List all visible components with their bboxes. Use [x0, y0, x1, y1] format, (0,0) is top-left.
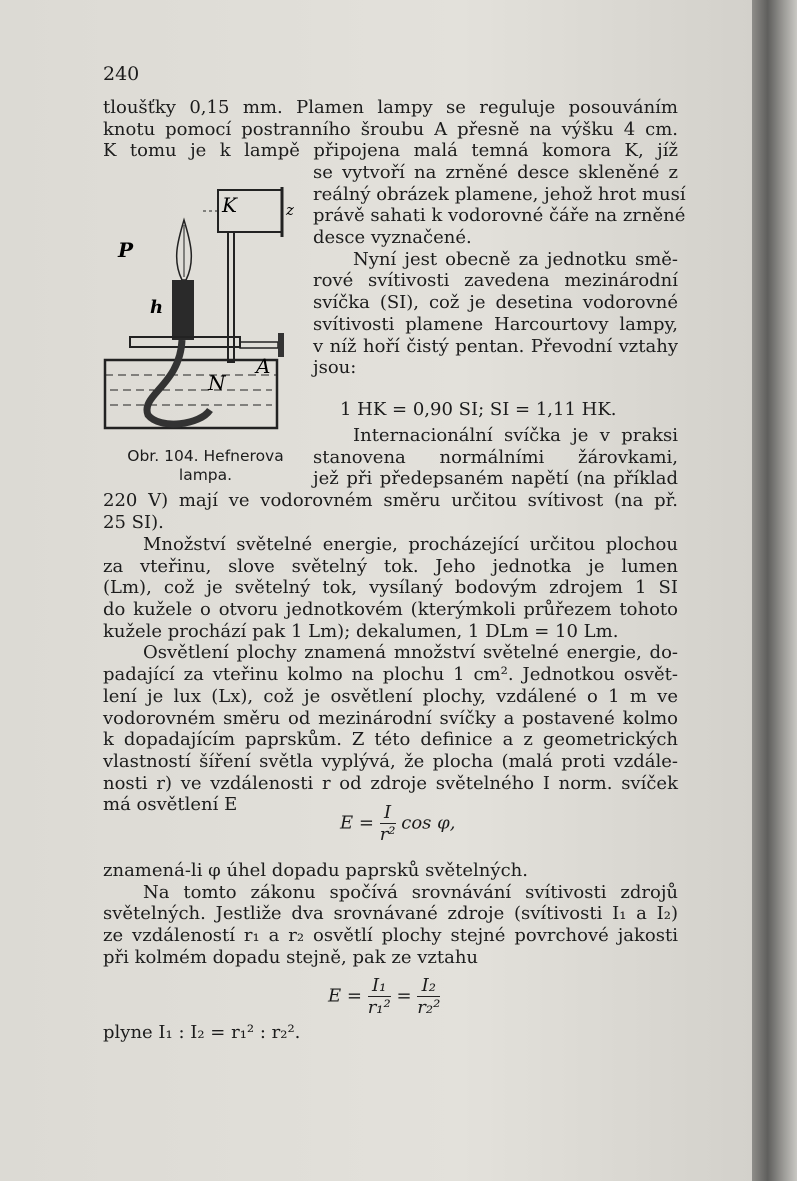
text-line: právě sahati k vodorovné čáře na zrněné [313, 205, 686, 227]
paragraph-internacional [313, 425, 678, 490]
text-line: lení je lux (Lx), což je osvětlení plochy, vzdálené o 1 m ve [103, 685, 678, 707]
final-line: plyne I₁ : I₂ = r₁² : r₂². [103, 1022, 301, 1043]
fraction [368, 975, 391, 1018]
page-edge-shadow [752, 0, 797, 1181]
formula-illuminance [340, 802, 455, 845]
text-line: reálný obrázek plamene, jehož hrot musí [313, 183, 686, 205]
paragraph-body-2 [103, 534, 678, 816]
text-line: rové svítivosti zavedena mezinárodní [313, 270, 678, 292]
text-line: při kolmém dopadu stejně, pak ze vztahu [103, 946, 479, 968]
numerator: I₂ [417, 975, 440, 997]
paragraph-top [103, 97, 678, 162]
formula-lhs: E = [328, 985, 362, 1007]
fraction [380, 802, 396, 845]
text-line: Internacionální svíčka je v praksi [353, 425, 678, 446]
text-line: Osvětlení plochy znamená množství světelné energie, do- [143, 642, 678, 664]
text-line: za vteřinu, slove světelný tok. Jeho jednotka je lumen [103, 555, 678, 577]
page-number: 240 [103, 63, 140, 85]
fraction [417, 975, 440, 1018]
denominator: r₂² [417, 997, 441, 1018]
equals-sign: = [396, 985, 412, 1007]
paragraph-body-1 [103, 490, 678, 533]
text-line: v níž hoří čistý pentan. Převodní vztahy [313, 335, 678, 357]
text-line: nosti r) ve vzdálenosti r od zdroje světelného I norm. svíček [103, 772, 678, 794]
numerator: I [380, 802, 396, 824]
numerator: I₁ [368, 975, 391, 997]
text-line: svíčka (SI), což je desetina vodorovné [313, 292, 678, 314]
text-line: vlastností šíření světla vyplývá, že plocha (malá proti vzdále- [103, 750, 678, 772]
label-n: N [208, 371, 226, 395]
text-line: desce vyznačené. [313, 227, 472, 249]
text-line: 220 V) mají ve vodorovném směru určitou svítivost (na př. [103, 490, 678, 511]
formula-lhs: E = [340, 812, 374, 834]
figure-caption [113, 447, 298, 485]
label-a: A [256, 354, 271, 378]
caption-line: lampa. [178, 466, 233, 484]
formula-tail: cos φ, [401, 812, 456, 834]
text-line: jsou: [313, 357, 357, 379]
text-line: jež při předepsaném napětí (na příklad [313, 468, 678, 490]
text-line: stanovena normálními žárovkami, [313, 446, 678, 468]
text-line: vodorovném směru od mezinárodní svíčky a postavené kolmo [103, 707, 678, 729]
text-line: Nyní jest obecně za jednotku smě- [353, 248, 678, 270]
text-line: má osvětlení E [103, 794, 238, 816]
text-line: Na tomto zákonu spočívá srovnávání svítivosti zdrojů [143, 881, 678, 903]
text-line: svítivosti plamene Harcourtovy lampy, [313, 313, 678, 335]
text-line: ze vzdáleností r₁ a r₂ osvětlí plochy stejné povrchové jakosti [103, 925, 678, 947]
text-line: světelných. Jestliže dva srovnávané zdroje (svítivosti I₁ a I₂) [103, 903, 678, 925]
hefner-lamp-figure [100, 185, 300, 440]
text-line: padající za vteřinu kolmo na plochu 1 cm². Jednotkou osvět- [103, 664, 678, 686]
text-line: znamená-li φ úhel dopadu paprsků světelných. [103, 860, 528, 881]
caption-line: Obr. 104. Hefnerova [127, 447, 284, 465]
text-line: 25 SI). [103, 511, 164, 533]
paragraph-body-3 [103, 860, 678, 968]
text-line: se vytvoří na zrněné desce skleněné z [313, 162, 678, 183]
label-p: P [118, 238, 134, 262]
label-h: h [150, 297, 164, 318]
conversion-formula: 1 HK = 0,90 SI; SI = 1,11 HK. [340, 399, 617, 420]
text-line: (Lm), což je světelný tok, vysílaný bodovým zdrojem 1 SI [103, 577, 678, 599]
text-line: k dopadajícím paprskům. Z této definice a z geometrických [103, 729, 678, 751]
denominator: r₁² [367, 997, 391, 1018]
text-line: tloušťky 0,15 mm. Plamen lampy se reguluje posouváním [103, 97, 678, 118]
label-z: z [286, 201, 294, 219]
text-line: do kužele o otvoru jednotkovém (kterýmkoli průřezem tohoto [103, 599, 678, 621]
text-line: Množství světelné energie, procházející určitou plochou [143, 534, 678, 555]
label-k: K [222, 193, 237, 217]
text-line: knotu pomocí postranního šroubu A přesně na výšku 4 cm. [103, 118, 678, 140]
text-line: K tomu je k lampě připojena malá temná komora K, jíž [103, 140, 678, 162]
text-line: kužele prochází pak 1 Lm); dekalumen, 1 DLm = 10 Lm. [103, 620, 619, 642]
paragraph-right-column [313, 162, 686, 379]
formula-comparison [328, 975, 440, 1018]
denominator: r² [379, 824, 396, 845]
